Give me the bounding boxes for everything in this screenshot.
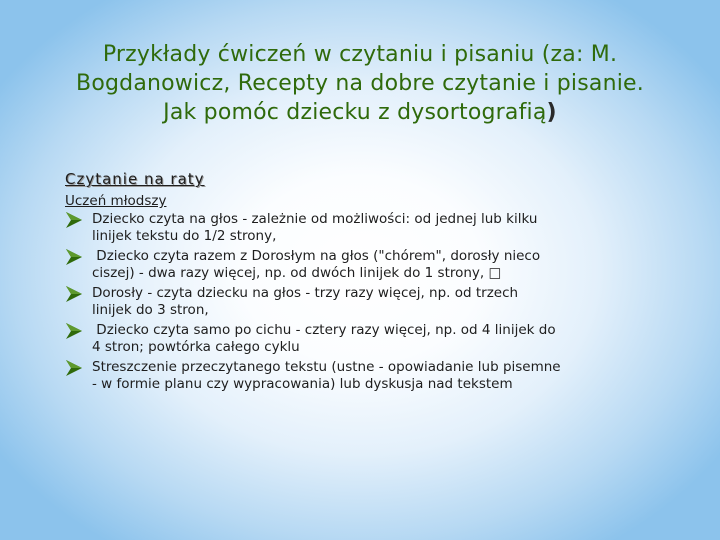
bullet-text-line: ciszej) - dwa razy więcej, np. od dwóch linijek do 1 strony, □ — [92, 265, 502, 281]
slide-title-close-paren: ) — [546, 100, 557, 125]
slide-title-line-1: Przykłady ćwiczeń w czytaniu i pisaniu (za: M. — [102, 42, 618, 67]
bullet-item — [65, 248, 645, 282]
arrow-bullet-icon — [65, 285, 83, 303]
slide-title — [20, 40, 700, 127]
subheading: Uczeń młodszy — [65, 193, 167, 209]
bullet-text-line: Dziecko czyta samo po cichu - cztery razy więcej, np. od 4 linijek do — [92, 322, 556, 338]
slide-title-line-2: Bogdanowicz, Recepty na dobre czytanie i pisanie. — [76, 71, 644, 96]
bullet-text-line: Streszczenie przeczytanego tekstu (ustne - opowiadanie lub pisemne — [92, 359, 561, 375]
bullet-text-line: 4 stron; powtórka całego cyklu — [92, 339, 300, 355]
bullet-text-line: Dorosły - czyta dziecku na głos - trzy razy więcej, np. od trzech — [92, 285, 519, 301]
bullet-text-line: Dziecko czyta razem z Dorosłym na głos ("chórem", dorosły nieco — [92, 248, 541, 264]
bullet-text-line: - w formie planu czy wypracowania) lub dyskusja nad tekstem — [92, 376, 513, 392]
slide-title-line-3 — [20, 98, 700, 127]
arrow-bullet-icon — [65, 211, 83, 229]
bullet-item — [65, 359, 645, 393]
slide-title-line-3-text: Jak pomóc dziecku z dysortografią — [163, 100, 547, 125]
arrow-bullet-icon — [65, 322, 83, 340]
arrow-bullet-icon — [65, 248, 83, 266]
slide-content — [65, 168, 645, 396]
bullet-text-line: Dziecko czyta na głos - zależnie od możliwości: od jednej lub kilku — [92, 211, 538, 227]
bullet-item — [65, 211, 645, 245]
bullet-item — [65, 322, 645, 356]
bullet-text-line: linijek do 3 stron, — [92, 302, 209, 318]
bullet-text-line: linijek tekstu do 1/2 strony, — [92, 228, 277, 244]
bullet-item — [65, 285, 645, 319]
arrow-bullet-icon — [65, 359, 83, 377]
section-heading: Czytanie na raty — [65, 170, 205, 188]
bullet-list — [65, 211, 645, 393]
